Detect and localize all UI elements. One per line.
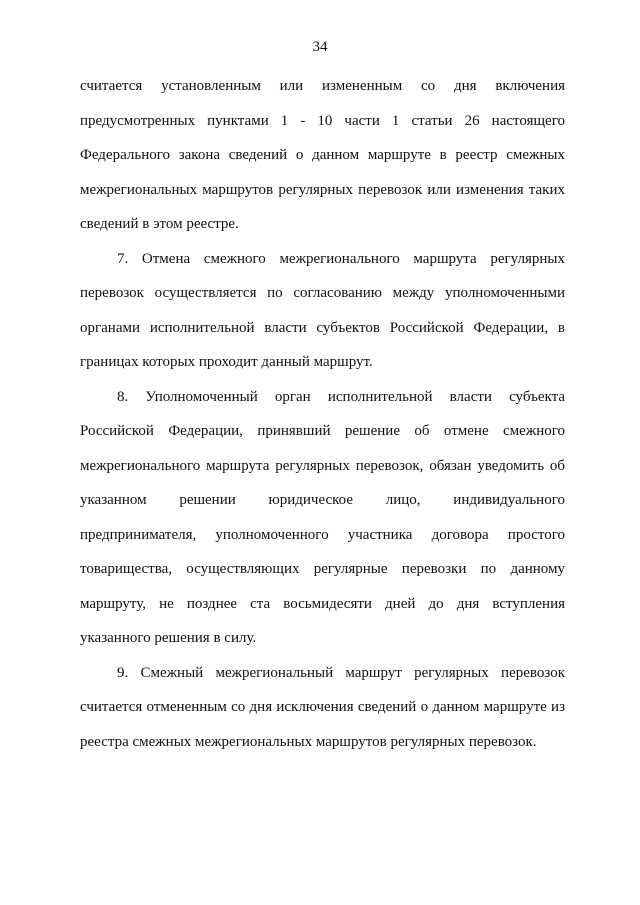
text-line: межрегиональных маршрутов регулярных перевозок или изменения таких (80, 181, 565, 198)
text-line: маршруту, не позднее ста восьмидесяти дней до дня вступления (80, 595, 565, 612)
text-line: перевозок осуществляется по согласованию между уполномоченными (80, 285, 565, 301)
text-line: 8. Уполномоченный орган исполнительной власти субъекта (117, 388, 565, 405)
text-line: Российской Федерации, принявший решение об отмене смежного (80, 423, 565, 439)
text-line: Федерального закона сведений о данном маршруте в реестр смежных (80, 147, 565, 163)
page-number: 34 (312, 39, 328, 55)
text-line: указанном решении юридическое лицо, индивидуального (80, 492, 565, 508)
text-line: предпринимателя, уполномоченного участника договора простого (80, 526, 565, 543)
text-line: 7. Отмена смежного межрегионального маршрута регулярных (117, 250, 565, 267)
paragraph-7 (80, 242, 565, 380)
document-body (80, 69, 565, 759)
text-line: органами исполнительной власти субъектов Российской Федерации, в (80, 319, 565, 336)
text-line: границах которых проходит данный маршрут. (80, 354, 373, 370)
text-line: считается отмененным со дня исключения сведений о данном маршруте из (80, 699, 565, 715)
text-line: сведений в этом реестре. (80, 216, 239, 232)
text-line: считается установленным или измененным со дня включения (80, 78, 565, 94)
paragraph-continuation (80, 69, 565, 242)
text-line: товарищества, осуществляющих регулярные перевозки по данному (80, 561, 565, 577)
text-line: предусмотренных пунктами 1 - 10 части 1 статьи 26 настоящего (80, 112, 565, 129)
text-line: межрегионального маршрута регулярных перевозок, обязан уведомить об (80, 457, 565, 474)
text-line: реестра смежных межрегиональных маршрутов регулярных перевозок. (80, 733, 537, 750)
text-line: 9. Смежный межрегиональный маршрут регулярных перевозок (117, 664, 565, 681)
paragraph-9 (80, 656, 565, 760)
text-line: указанного решения в силу. (80, 630, 257, 646)
paragraph-8 (80, 380, 565, 656)
